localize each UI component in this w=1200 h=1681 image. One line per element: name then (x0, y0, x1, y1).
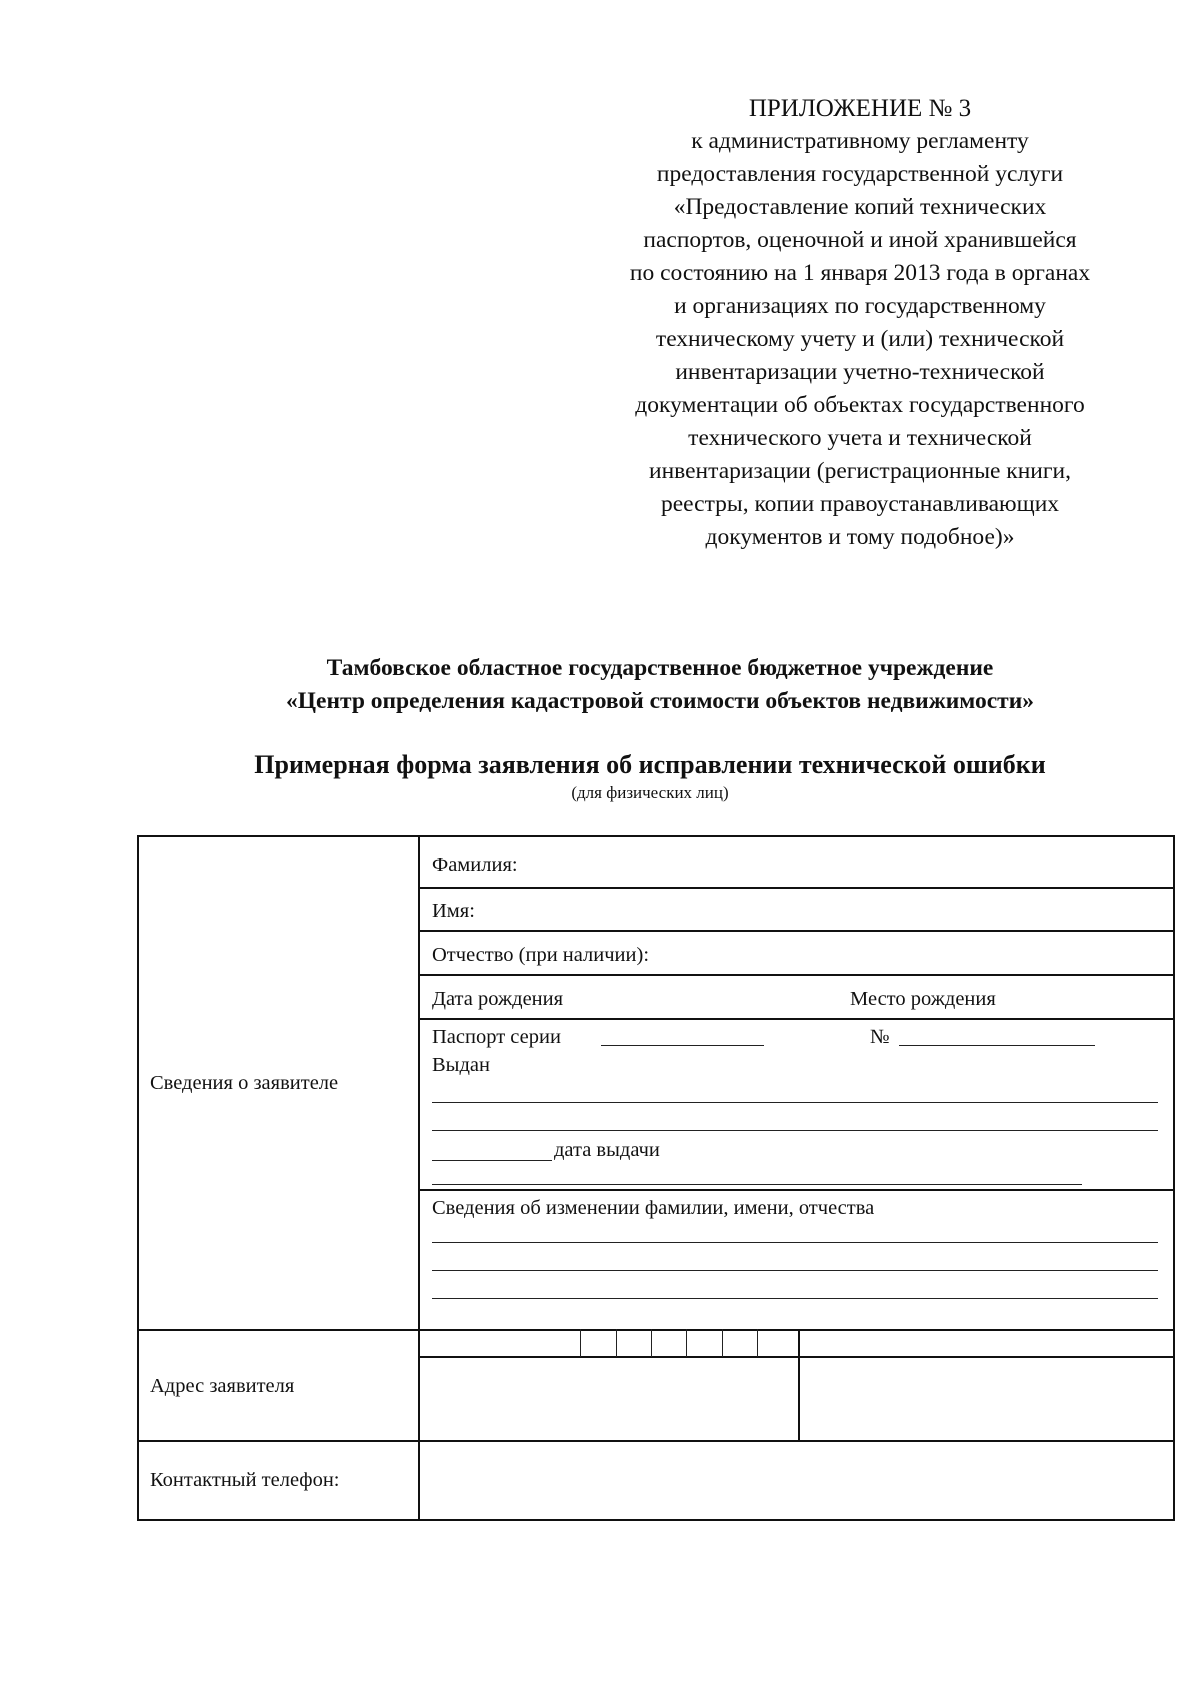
address-section-label: Адрес заявителя (150, 1375, 295, 1397)
row-divider (418, 974, 1175, 976)
birth-date-label: Дата рождения (432, 988, 564, 1010)
table-border-top (137, 835, 1175, 837)
row-divider (418, 1018, 1175, 1020)
passport-number-underline (899, 1045, 1095, 1046)
appendix-line: к административному регламенту (691, 128, 1029, 154)
table-border-right (1173, 835, 1175, 1521)
address-column-divider (798, 1329, 800, 1441)
appendix-line: инвентаризации (регистрационные книги, (649, 458, 1071, 484)
issue-code-underline (432, 1160, 552, 1161)
address-row-divider (418, 1356, 1175, 1358)
appendix-heading: ПРИЛОЖЕНИЕ № 3 (748, 95, 972, 122)
name-label: Имя: (432, 900, 475, 922)
appendix-line: документов и тому подобное)» (705, 524, 1015, 550)
appendix-line: техническому учету и (или) технической (655, 326, 1065, 352)
passport-series-underline (601, 1045, 764, 1046)
section-divider (137, 1329, 1175, 1331)
surname-label: Фамилия: (432, 854, 518, 876)
issued-by-label: Выдан (432, 1054, 490, 1076)
appendix-line: технического учета и технической (688, 425, 1032, 451)
appendix-line: предоставления государственной услуги (656, 161, 1064, 187)
row-divider (418, 930, 1175, 932)
row-divider (418, 887, 1175, 889)
section-divider (137, 1440, 1175, 1442)
patronymic-label: Отчество (при наличии): (432, 944, 650, 966)
form-subtitle: (для физических лиц) (571, 783, 729, 802)
issue-date-underline (432, 1184, 1082, 1185)
passport-series-label: Паспорт серии (432, 1026, 561, 1048)
table-border-bottom (137, 1519, 1175, 1521)
form-title: Примерная форма заявления об исправлении технической ошибки (254, 750, 1046, 779)
issue-date-label: дата выдачи (554, 1139, 660, 1161)
address-cell-divider (616, 1329, 617, 1357)
organization-line-1: Тамбовское областное государственное бюджетное учреждение (326, 655, 994, 681)
issued-by-underline (432, 1130, 1158, 1131)
address-cell-divider (580, 1329, 581, 1357)
address-cell-divider (722, 1329, 723, 1357)
organization-line-2: «Центр определения кадастровой стоимости объектов недвижимости» (285, 688, 1035, 714)
appendix-line: «Предоставление копий технических (673, 194, 1047, 220)
issued-by-underline (432, 1102, 1158, 1103)
appendix-line: паспортов, оценочной и иной хранившейся (643, 227, 1077, 253)
phone-section-label: Контактный телефон: (150, 1469, 340, 1491)
address-cell-divider (686, 1329, 687, 1357)
address-cell-divider (757, 1329, 758, 1357)
name-change-underline (432, 1298, 1158, 1299)
appendix-line: реестры, копии правоустанавливающих (660, 491, 1060, 517)
row-divider (418, 1189, 1175, 1191)
passport-number-label: № (870, 1026, 890, 1048)
table-border-left (137, 835, 139, 1521)
birth-place-label: Место рождения (850, 988, 996, 1010)
appendix-line: документации об объектах государственного (635, 392, 1085, 418)
appendix-line: инвентаризации учетно-технической (675, 359, 1045, 385)
name-change-underline (432, 1242, 1158, 1243)
appendix-line: по состоянию на 1 января 2013 года в органах (629, 260, 1091, 286)
name-change-underline (432, 1270, 1158, 1271)
name-change-label: Сведения об изменении фамилии, имени, отчества (432, 1197, 875, 1219)
column-divider (418, 835, 420, 1521)
address-cell-divider (651, 1329, 652, 1357)
appendix-line: и организациях по государственному (674, 293, 1046, 319)
applicant-section-label: Сведения о заявителе (150, 1072, 339, 1094)
